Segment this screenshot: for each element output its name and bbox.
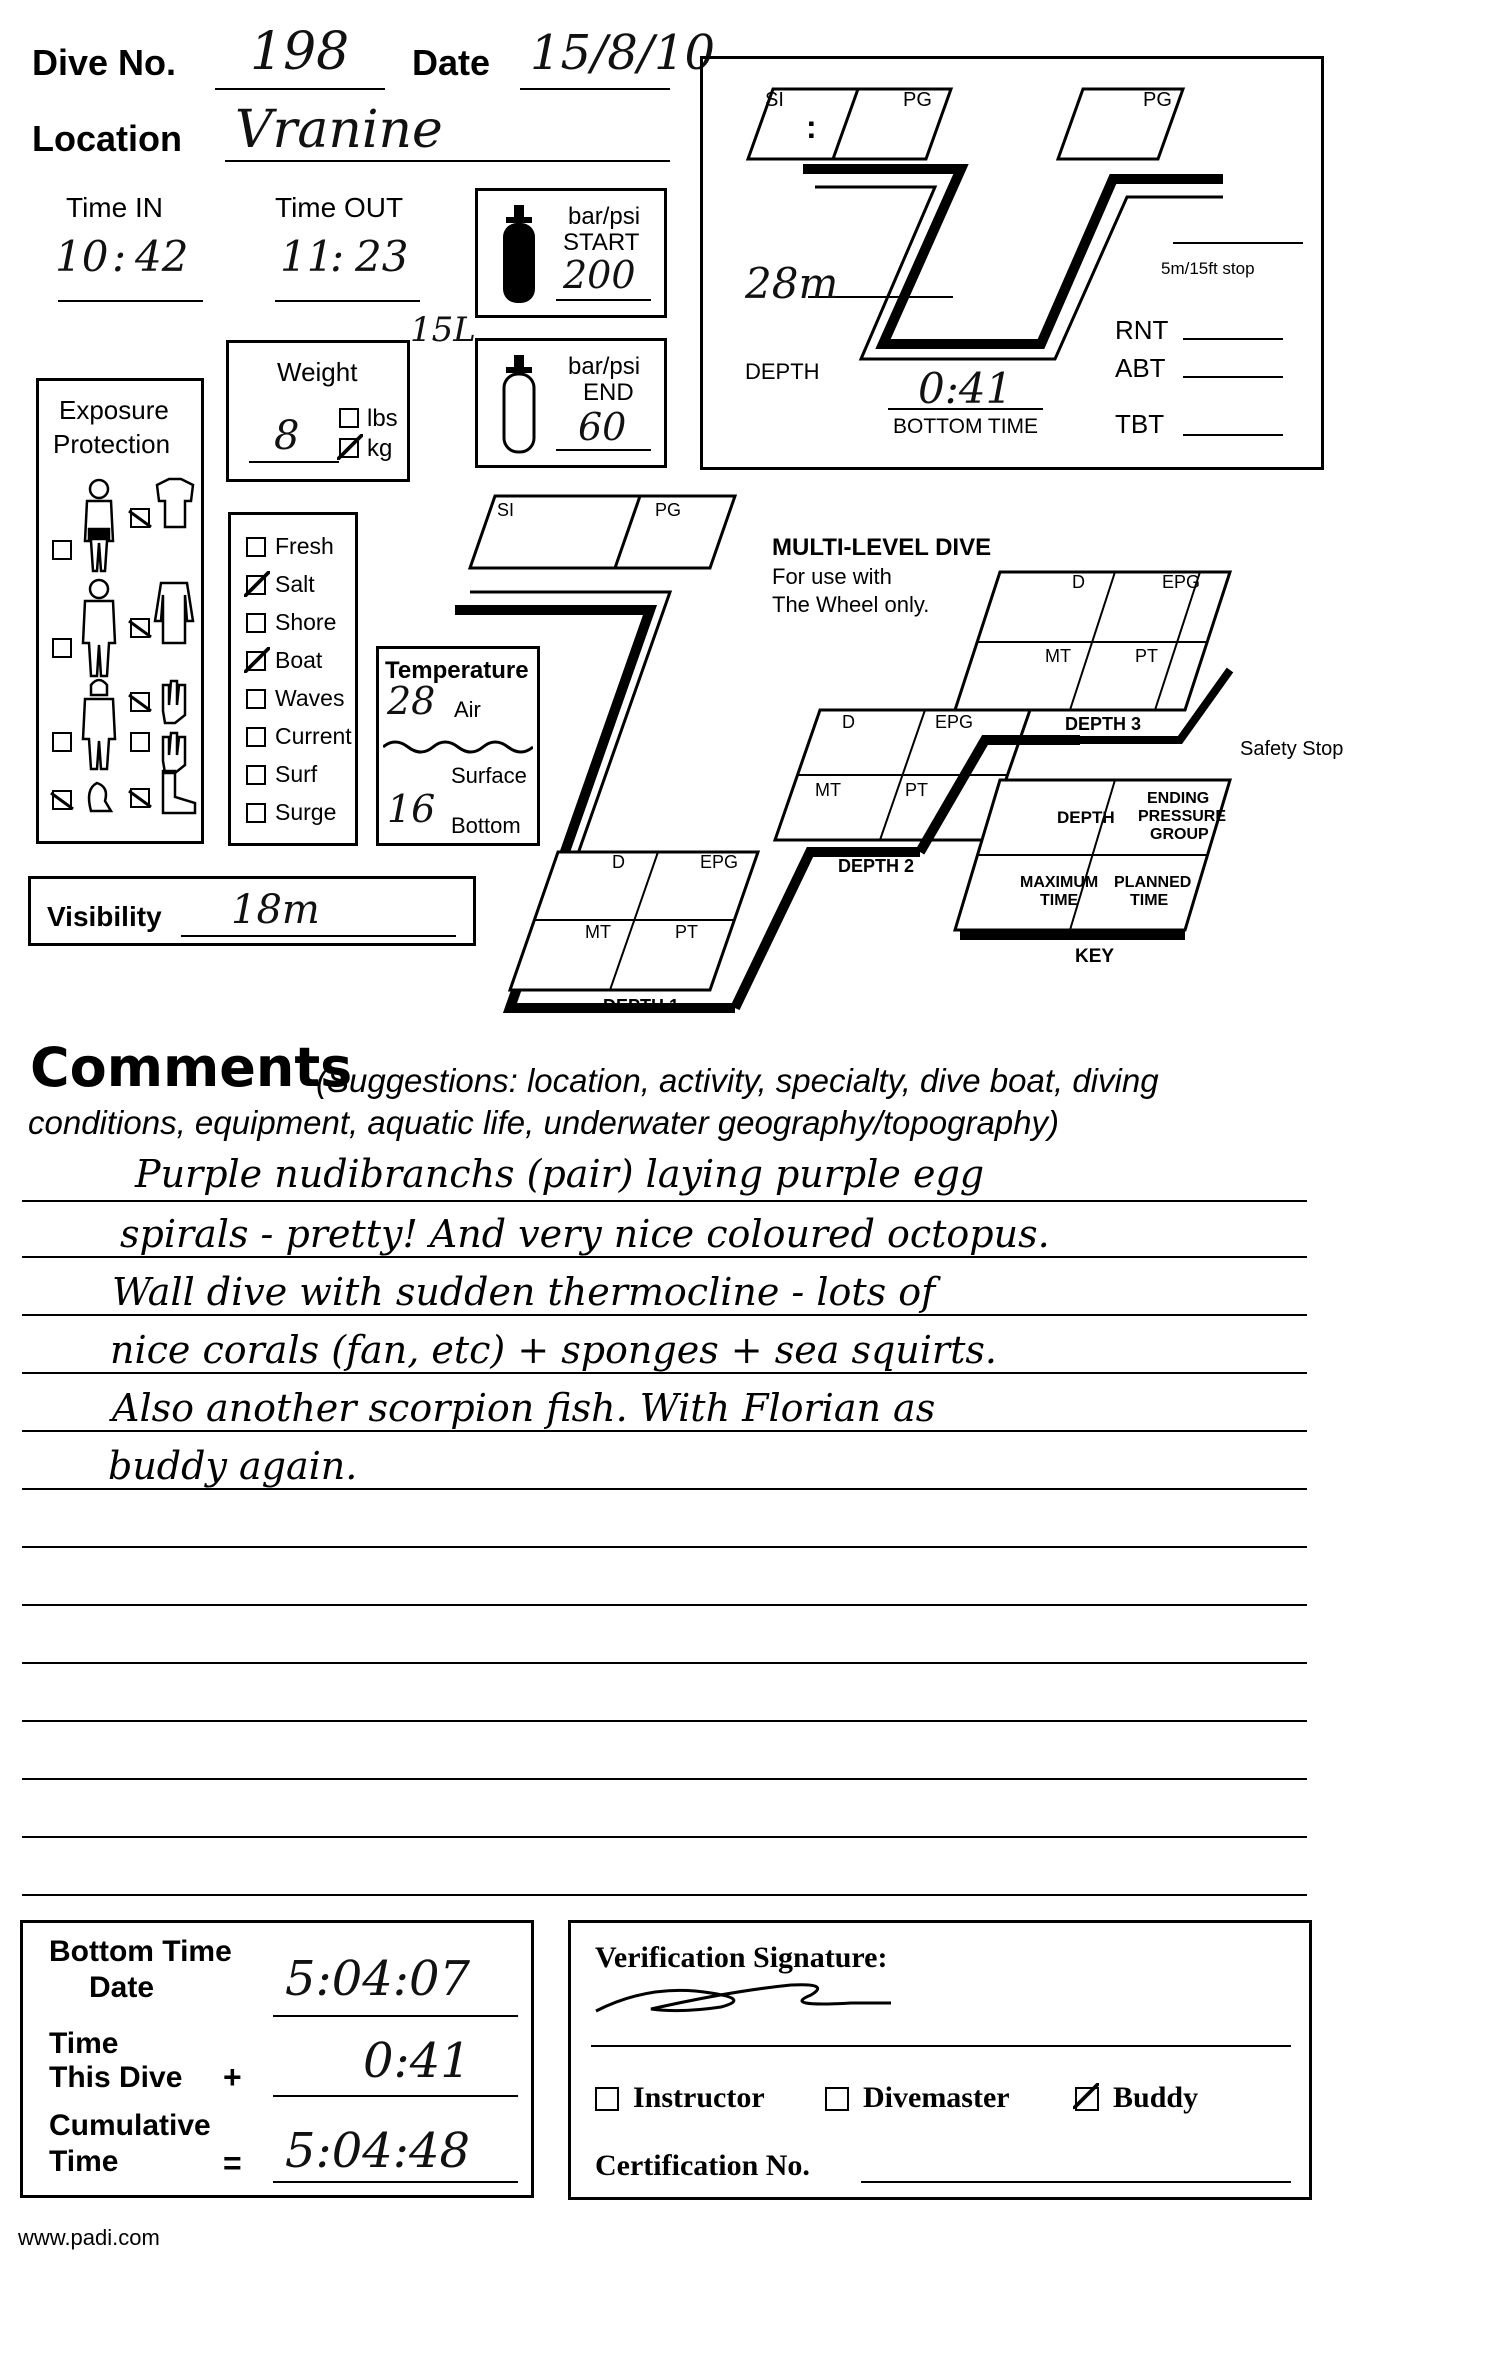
condition-label-surge: Surge — [275, 799, 337, 825]
comment-line — [22, 1200, 1307, 1202]
condition-label-waves: Waves — [275, 685, 345, 711]
exposure-box — [36, 378, 204, 844]
certification-underline — [861, 2181, 1291, 2183]
instructor-label: Instructor — [633, 2081, 765, 2114]
ml-pg-label: PG — [655, 500, 682, 520]
comment-line — [22, 1720, 1307, 1722]
time-out-hours: 11 — [280, 232, 334, 281]
visibility-value: 18m — [231, 887, 320, 933]
tank-end-unit-label: bar/psi — [568, 353, 641, 380]
location-underline — [225, 160, 670, 162]
verification-signature-label: Verification Signature: — [595, 1941, 888, 1974]
bottom-temp-value: 16 — [387, 787, 436, 831]
kg-label: kg — [367, 435, 393, 462]
depth2-label: DEPTH 2 — [838, 856, 915, 876]
tank-end-value: 60 — [578, 405, 627, 449]
boot-icon — [163, 771, 195, 813]
footer-url[interactable]: www.padi.com — [18, 2225, 160, 2250]
dive-profile-box — [700, 56, 1324, 470]
comment-line — [22, 1604, 1307, 1606]
bottom-time-label: BOTTOM TIME — [893, 415, 1039, 438]
ml-subtitle-1: For use with — [772, 564, 892, 589]
rashguard-icon — [157, 479, 193, 527]
profile-depth-value: 28m — [745, 259, 839, 308]
buddy-label: Buddy — [1113, 2081, 1199, 2114]
profile-pg-right-label: PG — [1143, 89, 1172, 111]
safety-stop-label: 5m/15ft stop — [1161, 259, 1255, 278]
tank-start-underline — [556, 299, 651, 301]
depth1-label: DEPTH 1 — [603, 996, 680, 1016]
depth1-mt-label: MT — [585, 922, 611, 942]
key-epg-label-2: PRESSURE — [1138, 808, 1227, 825]
key-mt-label-2: TIME — [1040, 892, 1079, 909]
comment-line — [22, 1372, 1307, 1374]
key-pt-label-1: PLANNED — [1114, 874, 1192, 891]
condition-checkbox-fresh[interactable] — [246, 537, 266, 557]
dive-no-value: 198 — [250, 22, 350, 82]
divemaster-checkbox[interactable] — [825, 2087, 849, 2111]
tank-end-box — [475, 338, 667, 468]
rnt-label: RNT — [1115, 315, 1169, 345]
equals-sign: = — [223, 2145, 242, 2181]
exposure-label-1: Exposure — [59, 395, 169, 425]
comments-suggestion-1: (Suggestions: location, activity, specialty, dive boat, diving — [316, 1062, 1159, 1099]
cumulative-underline — [273, 2181, 518, 2183]
comments-suggestion-2: conditions, equipment, aquatic life, underwater geography/topography) — [28, 1104, 1059, 1141]
depth2-pt-label: PT — [905, 780, 929, 800]
tank-size-note: 15L — [410, 310, 476, 350]
tank-start-value: 200 — [563, 253, 636, 297]
temperature-label: Temperature — [385, 657, 529, 684]
time-in-hours: 10 — [55, 232, 109, 281]
glove-icon — [163, 681, 185, 773]
instructor-checkbox[interactable] — [595, 2087, 619, 2111]
verification-box — [568, 1920, 1312, 2200]
hood-icon — [89, 783, 111, 811]
time-in-colon: : — [112, 232, 127, 281]
date-value: 15/8/10 — [530, 25, 716, 81]
location-label: Location — [32, 118, 182, 159]
exposure-label-2: Protection — [53, 429, 171, 459]
comment-text-line: Wall dive with sudden thermocline - lots of — [112, 1270, 936, 1314]
tank-end-label: END — [583, 379, 634, 406]
tank-start-label: START — [563, 229, 640, 256]
comment-line — [22, 1662, 1307, 1664]
condition-label-surf: Surf — [275, 761, 318, 787]
exposure-cb-3 — [53, 639, 71, 657]
key-label: KEY — [1075, 946, 1115, 967]
exposure-cb-1 — [53, 541, 71, 559]
comments-heading: Comments — [30, 1036, 353, 1099]
weight-label: Weight — [277, 357, 358, 387]
condition-checkbox-current[interactable] — [246, 727, 266, 747]
conditions-box — [228, 512, 358, 846]
condition-checkbox-surge[interactable] — [246, 803, 266, 823]
time-out-colon: : — [330, 232, 345, 281]
comment-line — [22, 1256, 1307, 1258]
tank-empty-icon — [500, 355, 538, 455]
to-date-value: 5:04:07 — [285, 1951, 471, 2007]
exposure-icons — [39, 471, 201, 841]
this-dive-underline — [273, 2095, 518, 2097]
condition-checkbox-salt[interactable] — [246, 575, 266, 595]
date-label: Date — [412, 42, 491, 83]
condition-label-boat: Boat — [275, 647, 323, 673]
tank-start-box — [475, 188, 667, 318]
date-underline — [520, 88, 670, 90]
bottom-time-total-label: Bottom Time — [49, 1935, 232, 1968]
time-in-minutes: 42 — [135, 232, 189, 281]
condition-checkbox-shore[interactable] — [246, 613, 266, 633]
buddy-checkbox[interactable] — [1075, 2087, 1099, 2111]
profile-pg-label: PG — [903, 89, 932, 111]
weight-box — [226, 340, 410, 482]
condition-checkbox-boat[interactable] — [246, 651, 266, 671]
key-mt-label-1: MAXIMUM — [1020, 874, 1099, 891]
comment-line — [22, 1546, 1307, 1548]
depth1-d-label: D — [612, 852, 625, 872]
depth3-pt-label: PT — [1135, 646, 1159, 666]
depth2-mt-label: MT — [815, 780, 841, 800]
certification-label: Certification No. — [595, 2149, 810, 2182]
to-date-underline — [273, 2015, 518, 2017]
depth2-epg-label: EPG — [935, 712, 974, 732]
comment-line — [22, 1430, 1307, 1432]
comment-line — [22, 1836, 1307, 1838]
kg-checkbox[interactable] — [339, 438, 359, 458]
divemaster-label: Divemaster — [863, 2081, 1010, 2114]
bottom-time-value: 0:41 — [918, 364, 1013, 413]
comment-text-line: nice corals (fan, etc) + sponges + sea squirts. — [110, 1328, 997, 1372]
signature-scribble — [591, 1973, 891, 2023]
to-date-label: Date — [89, 1971, 155, 2004]
this-dive-value: 0:41 — [363, 2033, 471, 2089]
cumulative-time-label: Time — [49, 2145, 119, 2178]
dive-no-underline — [215, 88, 385, 90]
long-top-icon — [155, 583, 193, 643]
profile-si-label: SI — [765, 89, 784, 111]
ml-subtitle-2: The Wheel only. — [772, 592, 930, 617]
key-epg-label-1: ENDING — [1147, 790, 1210, 807]
exposure-cb-5 — [53, 733, 71, 751]
cumulative-label: Cumulative — [49, 2109, 211, 2142]
comment-line — [22, 1778, 1307, 1780]
tbt-label: TBT — [1115, 409, 1165, 439]
lbs-checkbox[interactable] — [339, 408, 359, 428]
tank-end-underline — [556, 449, 651, 451]
weight-underline — [249, 461, 339, 463]
time-label: Time — [49, 2027, 119, 2060]
comment-text-line: buddy again. — [108, 1444, 358, 1488]
visibility-box — [28, 876, 476, 946]
condition-checkbox-waves[interactable] — [246, 689, 266, 709]
condition-label-shore: Shore — [275, 609, 337, 635]
depth3-label: DEPTH 3 — [1065, 714, 1142, 734]
key-depth-label: DEPTH — [1057, 808, 1115, 827]
hooded-suit-icon — [83, 680, 115, 769]
comment-line — [22, 1488, 1307, 1490]
time-in-underline — [58, 300, 203, 302]
condition-label-salt: Salt — [275, 571, 315, 597]
time-out-label: Time OUT — [275, 192, 404, 223]
dive-no-label: Dive No. — [32, 42, 177, 83]
swimsuit-icon — [85, 480, 113, 571]
depth1-pt-label: PT — [675, 922, 699, 942]
depth2-d-label: D — [842, 712, 855, 732]
tank-full-icon — [500, 205, 538, 305]
depth3-epg-label: EPG — [1162, 572, 1201, 592]
depth3-mt-label: MT — [1045, 646, 1071, 666]
condition-label-fresh: Fresh — [275, 533, 334, 559]
profile-depth-label: DEPTH — [745, 359, 820, 384]
time-out-underline — [275, 300, 420, 302]
condition-checkbox-surf[interactable] — [246, 765, 266, 785]
key-epg-label-3: GROUP — [1150, 826, 1209, 843]
signature-underline — [591, 2045, 1291, 2047]
surface-label: Surface — [451, 763, 527, 788]
visibility-underline — [181, 935, 456, 937]
comment-text-line: Purple nudibranchs (pair) laying purple egg — [135, 1152, 985, 1196]
lbs-label: lbs — [367, 405, 398, 432]
time-in-label: Time IN — [66, 192, 163, 223]
ml-title: MULTI-LEVEL DIVE — [772, 534, 992, 561]
profile-si-colon: : — [806, 109, 817, 145]
fullsuit-icon — [83, 580, 115, 676]
condition-label-current: Current — [275, 723, 352, 749]
air-temp-value: 28 — [387, 679, 436, 723]
visibility-label: Visibility — [47, 901, 162, 932]
comment-line — [22, 1894, 1307, 1896]
comment-text-line: spirals - pretty! And very nice coloured octopus. — [120, 1212, 1050, 1256]
cumulative-value: 5:04:48 — [285, 2123, 471, 2179]
abt-label: ABT — [1115, 353, 1166, 383]
depth3-d-label: D — [1072, 572, 1085, 592]
exposure-cb-7 — [131, 733, 149, 751]
this-dive-label: This Dive — [49, 2061, 183, 2094]
ml-si-label: SI — [497, 500, 515, 520]
comment-line — [22, 1314, 1307, 1316]
tank-unit-label: bar/psi — [568, 203, 641, 230]
bottom-label: Bottom — [451, 813, 521, 838]
plus-sign: + — [223, 2059, 242, 2095]
depth1-epg-label: EPG — [700, 852, 739, 872]
totals-box — [20, 1920, 534, 2198]
key-pt-label-2: TIME — [1130, 892, 1169, 909]
location-value: Vranine — [235, 100, 443, 160]
comment-text-line: Also another scorpion fish. With Florian as — [112, 1386, 936, 1430]
ml-safety-stop-label: Safety Stop — [1240, 738, 1344, 760]
weight-value: 8 — [274, 413, 300, 459]
air-label: Air — [454, 697, 481, 722]
time-out-minutes: 23 — [355, 232, 409, 281]
